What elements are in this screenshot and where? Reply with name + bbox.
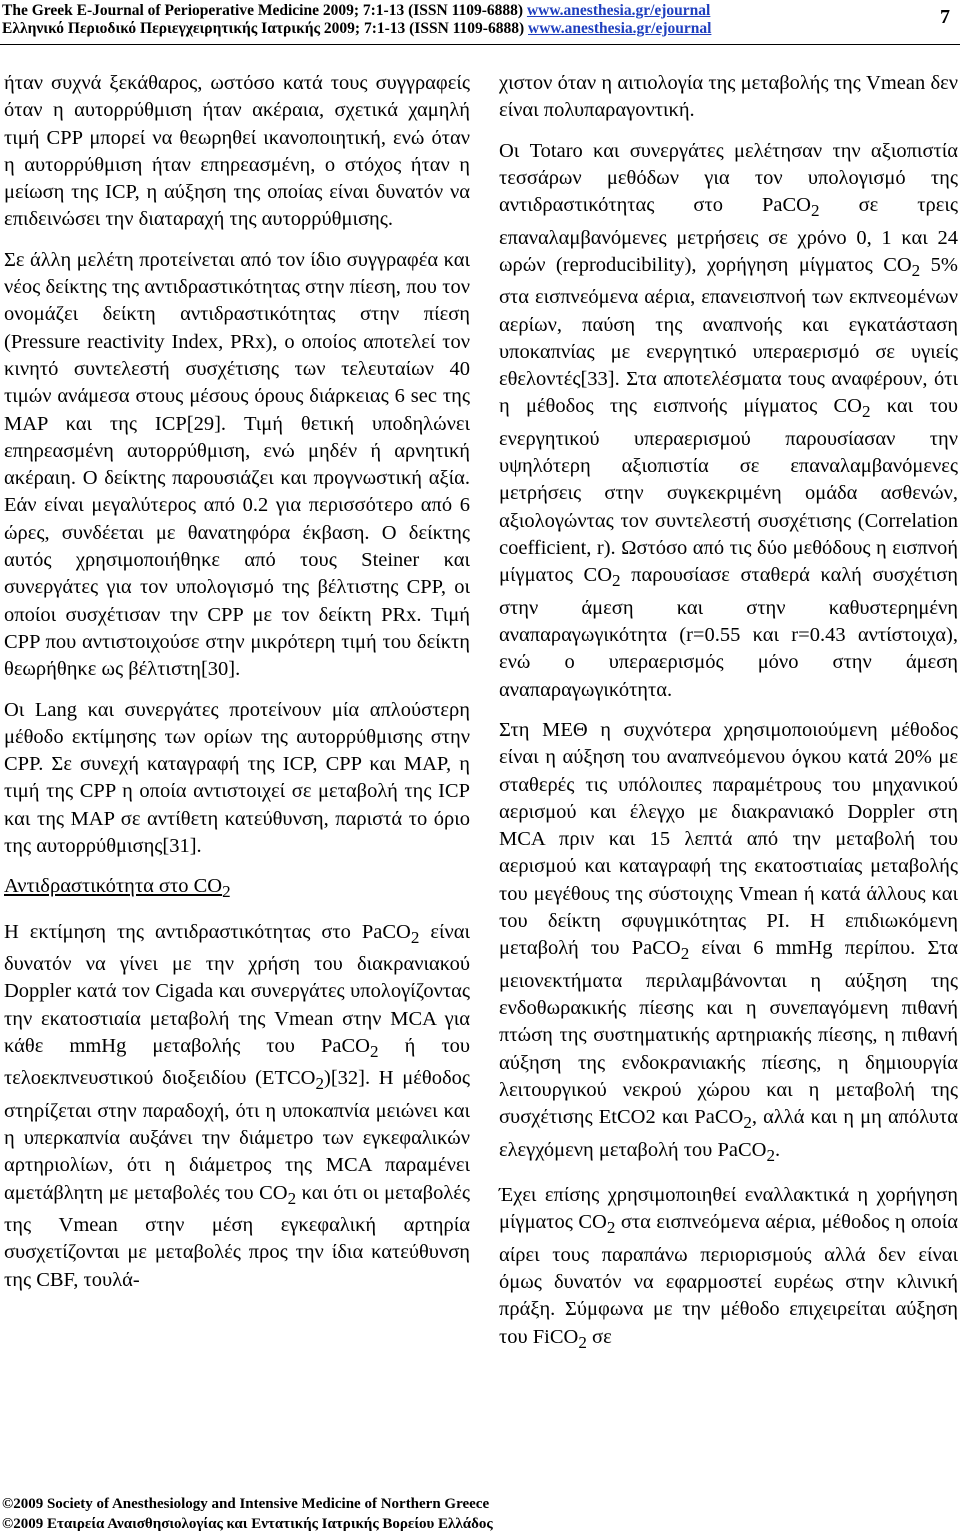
paragraph-totaro-study: Οι Totaro και συνεργάτες μελέτησαν την αξιοπιστία τεσσάρων μεθόδων για τον υπολογισμό της αντιδραστικότητας στο PaCO$_2$ σε τρεις επαναλαμβανόμενες μετρήσεις σε χρόνο 0, 1 και 24 ωρών (reproducibility), χορήγηση μίγματος $CO_2$ 5% στα εισπνεόμενα αέρια, επανεισπνοή των εκπνεομένων αερίων, παύση της αναπνοής και εγκατάσταση υποκαπνίας με ενεργητικό υπεραερισμό σε υγιείς εθελοντές[33]. Στα αποτελέσματα τους αναφέρουν, ότι η μέθοδος της εισπνοής μίγματος $CO_2$ και του ενεργητικού υπεραερισμού παρουσίασαν την υψηλότερη αξιοπιστία σε επαναλαμβανόμενες μετρήσεις στην συγκεκριμένη ομάδα ασθενών, αξιολογώντας τον συντελεστή συσχέτισης (Correlation coefficient, r). Ωστόσο από τις δύο μεθόδους η εισπνοή μίγματος $CO_2$ παρουσίασε σταθερά καλή συσχέτιση στην άμεση και στην καθυστερημένη αναπαραγωγικότητα (r=0.55 και r=0.43 αντίστοιχα), ενώ ο υπεραερισμός μόνο στην άμεση αναπαραγωγικότητα. (499, 139, 958, 701)
paragraph-autoregulation-intro: ήταν συχνά ξεκάθαρος, ωστόσο κατά τους συγγραφείς όταν η αυτορρύθμιση ήταν ακέραια, σχετικά χαμηλή τιμή CPP μπορεί να θεωρηθεί ικανοποιητική, ενώ όταν η αυτορρύθμιση ήταν επηρεασμένη, ο στόχος ήταν η μείωση της ICP, η αύξηση της οποίας είναι δυνατόν να επιδεινώσει την διαταραχή της αυτορρύθμισης. (4, 72, 470, 231)
journal-citation-gr: Ελληνικό Περιοδικό Περιεγχειρητικής Ιατρικής 2009; 7:1-13 (ISSN 1109-6888) (2, 20, 528, 37)
paragraph-icu-method: Στη ΜΕΘ η συχνότερα χρησιμοποιούμενη μέθοδος είναι η αύξηση του αναπνεόμενου όγκου κατά 20% με σταθερές τις υπόλοιπες παραμέτρους του μηχανικού αερισμού και έλεγχο με διακρανιακό Doppler στη MCA πριν και 15 λεπτά από την μεταβολή του αερισμού και καταγραφή της εκατοστιαίας μεταβολής του μεγέθους της σύστοιχης Vmean ή κατά άλλους και του δείκτη σφυγμικότητας PI. Η επιδιωκόμενη μεταβολή του PaCO$_2$ είναι 6 mmHg περίπου. Στα μειονεκτήματα περιλαμβάνονται η αύξηση της ενδοθωρακικής πίεσης και η συνεπαγόμενη πιθανή πτώση της συστηματικής αρτηριακής πίεσης, η πιθανή αύξηση της ενδοκρανιακής πίεσης, η δημιουργία λειτουργικού νεκρού χώρου και η μεταβολή της συσχέτισης EtCO2 και PaCO$_2$, αλλά και η μη απόλυτα ελεγχόμενη μεταβολή του PaCO$_2$. (499, 718, 959, 1165)
left-column (4, 70, 470, 1307)
footer-copyright-greek: ©2009 Εταιρεία Αναισθησιολογίας και Εντατικής Ιατρικής Βορείου Ελλάδος (2, 1516, 493, 1532)
paragraph-prx-index: Σε άλλη μελέτη προτείνεται από τον ίδιο συγγραφέα και νέος δείκτης της αντιδραστικότητας στην πίεση, που τον ονομάζει δείκτη αντιδραστικότητας στην πίεση (Pressure reactivity Index, PRx), ο οποίος αποτελεί τον κινητό συντελεστή συσχέτισης των τελευταίων 40 τιμών ανάμεσα στους μέσους όρους διάρκειας 6 sec της MAP και της ICP[29]. Τιμή θετική υποδηλώνει επηρεασμένη αυτορρύθμιση, ενώ μηδέν ή αρνητική ακέραιη. Ο δείκτης παρουσιάζει και προγνωστική αξία. Εάν είναι μεγαλύτερος από 0.2 για περισσότερο από 6 ώρες, συνδέεται με θανατηφόρα έκβαση. Ο δείκτης αυτός χρησιμοποιήθηκε από τους Steiner και συνεργάτες για τον υπολογισμό της βέλτιστης CPP, οι οποίοι συσχέτισαν την CPP με τον δείκτη PRx. Τιμή CPP που αντιστοιχούσε στην μικρότερη τιμή του δείκτη θεωρήθηκε ως βέλτιστη[30]. (4, 248, 470, 681)
paragraph-paco2-reactivity: Η εκτίμηση της αντιδραστικότητας στο PaCO$_2$ είναι δυνατόν να γίνει με την χρήση του διακρανιακού Doppler κατά τον Cigada και συνεργάτες υπολογίζοντας την εκατοστιαία μεταβολή της Vmean στην MCA για κάθε mmHg μεταβολής του PaCO$_2$ ή του τελοεκπνευστικού διοξειδίου $(ETCO_2)[32]$. Η μέθοδος στηρίζεται στην παραδοχή, ότι η υποκαπνία μειώνει και η υπερκαπνία αυξάνει την διάμετρο των εγκεφαλικών αρτηριολίων, ότι η διάμετρος της MCA παραμένει αμετάβλητη με μεταβολές του $CO_2$ και ότι οι μεταβολές της Vmean στην μέση εγκεφαλική αρτηρία συσχετίζονται με μεταβολές προς την ίδια κατεύθυνση της CBF, τουλά- (4, 920, 471, 1291)
right-column (499, 70, 958, 1369)
journal-citation-en: The Greek E-Journal of Perioperative Medicine 2009; 7:1-13 (ISSN 1109-6888) (2, 2, 527, 19)
journal-url-link-gr[interactable]: www.anesthesia.gr/ejournal (528, 20, 712, 37)
section-heading-co2-reactivity: Αντιδραστικότητα στο $CO_2$ (4, 875, 231, 902)
page-header (0, 0, 960, 46)
paragraph-lang-method: Οι Lang και συνεργάτες προτείνουν μία απλούστερη μέθοδο εκτίμησης των ορίων της αυτορρύθμισης στην CPP. Σε συνεχή καταγραφή της ICP, CPP και MAP, η τιμή της CPP η οποία αντιστοιχεί σε μεταβολή της ICP και της MAP σε αντίθετη κατεύθυνση, παριστά το όριο της αυτορρύθμισης[31]. (4, 698, 470, 858)
page-footer (0, 1494, 960, 1534)
page-number: 7 (940, 6, 950, 28)
paragraph-vmean-continuation: χιστον όταν η αιτιολογία της μεταβολής της Vmean δεν είναι πολυπαραγοντική. (499, 72, 958, 122)
paragraph-co2-mixture: Έχει επίσης χρησιμοποιηθεί εναλλακτικά η χορήγηση μίγματος $CO_2$ στα εισπνεόμενα αέρια, μέθοδος η οποία αίρει τους παραπάνω περιορισμούς αλλά δεν είναι όμως δυνατόν να εφαρμοστεί ευρέως στην κλινική πράξη. Σύμφωνα με την μέθοδο επιχειρείται αύξηση του FiCO$_2$ σε (499, 1183, 958, 1352)
footer-copyright-english: ©2009 Society of Anesthesiology and Intensive Medicine of Northern Greece (2, 1496, 490, 1512)
header-divider (0, 44, 960, 45)
journal-url-link-en[interactable]: www.anesthesia.gr/ejournal (526, 2, 711, 19)
journal-header-english (2, 2, 710, 20)
journal-header-greek (2, 20, 711, 38)
